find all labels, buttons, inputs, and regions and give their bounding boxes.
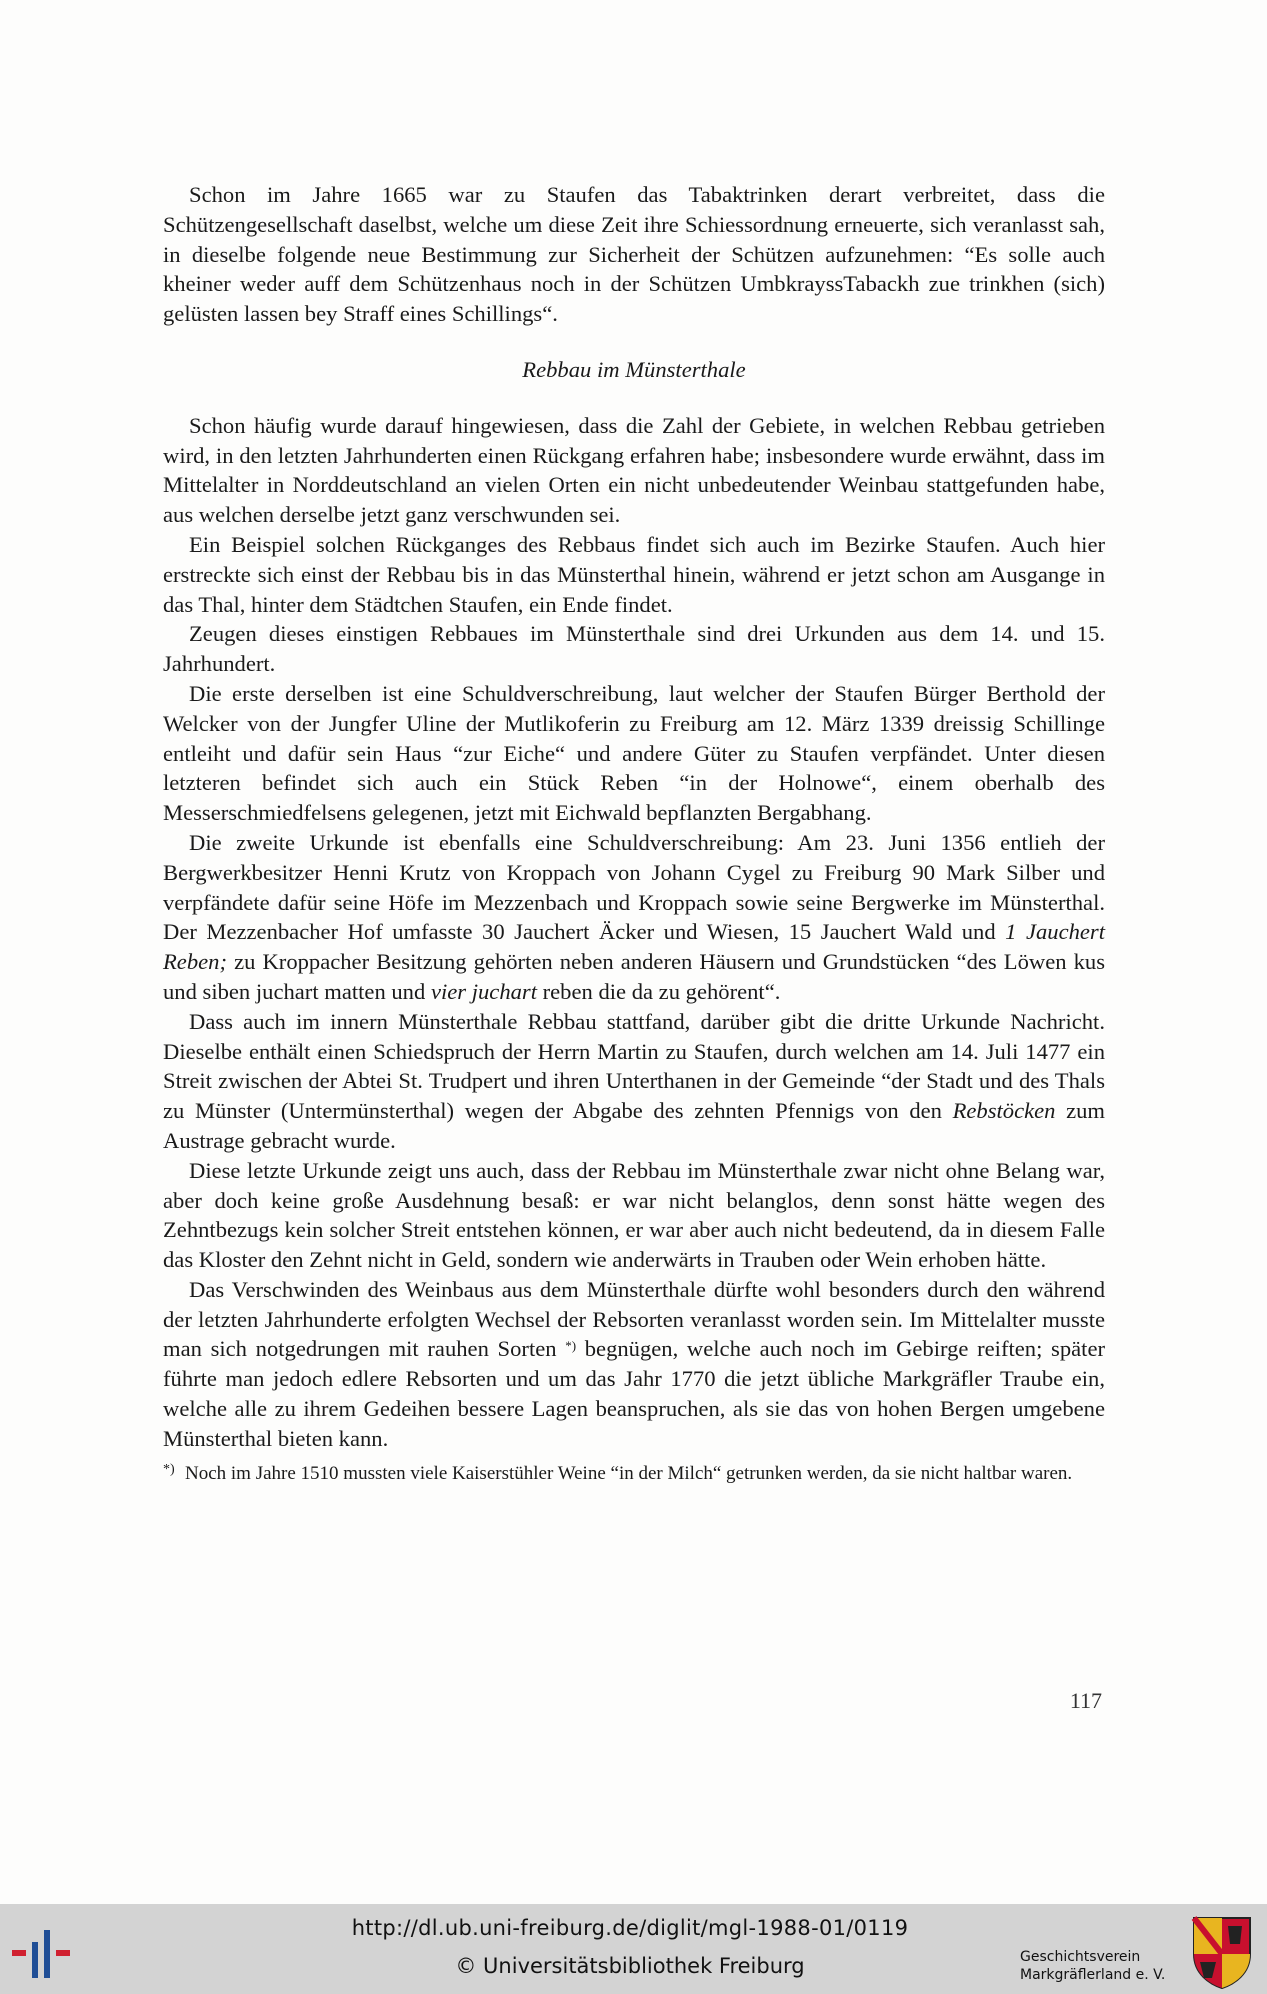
organization-name: [1020, 1948, 1190, 1984]
footnote-mark: *): [163, 1461, 175, 1477]
org-line: Markgräflerland e. V.: [1020, 1967, 1166, 1983]
footer-bar: [0, 1904, 1267, 1994]
paragraph: Schon im Jahre 1665 war zu Staufen das Tabaktrinken derart verbreitet, dass die Schützengesellschaft daselbst, welche um diese Zeit ihre Schiessordnung erneuerte, sich veranlasst sah, in dieselbe folgende neue Bestimmung zur Sicherheit der Schützen aufzunehmen: “Es solle auch kheiner weder auff dem Schützenhaus noch in der Schützen UmbkrayssTabackh zue trinkhen (sich) gelüsten lassen bey Straff eines Schillings“.: [163, 182, 1105, 327]
paragraph: Die erste derselben ist eine Schuldverschreibung, laut welcher der Staufen Bürger Berthold der Welcker von der Jungfer Uline der Mutlikoferin zu Freiburg am 12. März 1339 dreissig Schillinge entleiht und dafür sein Haus “zur Eiche“ und andere Güter zu Staufen verpfändet. Unter diesen letzteren befindet sich auch ein Stück Reben “in der Holnowe“, einem oberhalb des Messerschmiedfelsens gelegenen, jetzt mit Eichwald bepflanzten Bergabhang.: [163, 680, 1105, 826]
paragraph: [163, 828, 1105, 1007]
paragraph: [163, 1007, 1105, 1156]
paragraph: Zeugen dieses einstigen Rebbaues im Münsterthale sind drei Urkunden aus dem 14. und 15. Jahrhundert.: [163, 621, 1105, 677]
org-line: Geschichtsverein: [1020, 1949, 1141, 1965]
page-number: 117: [1069, 1688, 1102, 1713]
text-run: zum Austrage gebracht wurde.: [163, 1098, 1105, 1153]
body-text: [163, 180, 1105, 1486]
coat-of-arms-icon: [1190, 1914, 1254, 1990]
ub-freiburg-logo-icon: [10, 1922, 80, 1982]
italic-run: vier juchart: [430, 978, 537, 1004]
section-heading: Rebbau im Münsterthale: [522, 356, 746, 382]
paragraph: Ein Beispiel solchen Rückganges des Rebbaus findet sich auch im Bezirke Staufen. Auch hier erstreckte sich einst der Rebbau bis in das Münsterthal hinein, während er jetzt schon am Ausgange in das Thal, hinter dem Städtchen Staufen, ein Ende findet.: [163, 531, 1105, 617]
italic-run: Rebstöcken: [952, 1098, 1056, 1124]
source-url-link[interactable]: http://dl.ub.uni-freiburg.de/diglit/mgl-1988-01/0119: [351, 1916, 909, 1940]
paragraph: [163, 1275, 1105, 1454]
italic-run: 1 Jauchert Reben;: [163, 919, 1105, 975]
text-run: Dass auch im innern Münsterthale Rebbau stattfand, darüber gibt die dritte Urkunde Nachricht. Dieselbe enthält einen Schiedspruch der Herrn Martin zu Staufen, durch welchen am 14. Juli 1477 ein Streit zwischen der Abtei St. Trudpert und ihren Unterthanen in der Gemeinde “der Stadt und des Thals zu Münster (Untermünsterthal) wegen der Abgabe des zehnten Pfennigs von den: [163, 1008, 1105, 1124]
text-run: Die zweite Urkunde ist ebenfalls eine Schuldverschreibung: Am 23. Juni 1356 entlieh der Bergwerkbesitzer Henni Krutz von Kroppach von Johann Cygel zu Freiburg 90 Mark Silber und verpfändete dafür seine Höfe im Mezzenbach und Kroppach sowie seine Bergwerke im Münsterthal. Der Mezzenbacher Hof umfasste 30 Jauchert Äcker und Wiesen, 15 Jauchert Wald und: [163, 829, 1105, 945]
footnote: [163, 1462, 1105, 1486]
text-run: Das Verschwinden des Weinbaus aus dem Münsterthale dürfte wohl besonders durch den während der letzten Jahrhunderte erfolgten Wechsel der Rebsorten veranlasst worden sein. Im Mittelalter musste man sich notgedrungen mit rauhen Sorten: [163, 1276, 1105, 1362]
text-run: begnügen, welche auch noch im Gebirge reiften; später führte man jedoch edlere Rebsorten und um das Jahr 1770 die jetzt übliche Markgräfler Traube ein, welche alle zu ihrem Gedeihen bessere Lagen beanspruchen, als sie das von hohen Bergen umgebene Münsterthal bieten kann.: [163, 1336, 1105, 1451]
text-run: reben die da zu gehörent“.: [536, 978, 781, 1004]
paragraph: Diese letzte Urkunde zeigt uns auch, dass der Rebbau im Münsterthale zwar nicht ohne Belang war, aber doch keine große Ausdehnung besaß: er war nicht belanglos, denn sonst hätte wegen des Zehntbezugs kein solcher Streit entstehen können, er war aber auch nicht bedeutend, da in diesem Falle das Kloster den Zehnt nicht in Geld, sondern wie anderwärts in Trauben oder Wein erhoben hätte.: [163, 1157, 1105, 1273]
paragraph: Schon häufig wurde darauf hingewiesen, dass die Zahl der Gebiete, in welchen Rebbau getrieben wird, in den letzten Jahrhunderten einen Rückgang erfahren habe; insbesondere wurde erwähnt, dass im Mittelalter in Norddeutschland an vielen Orten ein nicht unbedeutender Weinbau stattgefunden habe, aus welchen derselbe jetzt ganz verschwunden sei.: [163, 412, 1105, 528]
text-run: zu Kroppacher Besitzung gehörten neben anderen Häusern und Grundstücken “des Löwen kus und siben juchart matten und: [163, 949, 1105, 1004]
footnote-text: Noch im Jahre 1510 mussten viele Kaiserstühler Weine “in der Milch“ getrunken werden, da sie nicht haltbar waren.: [185, 1462, 1073, 1484]
footnote-reference: *): [565, 1338, 577, 1354]
copyright-text: © Universitätsbibliothek Freiburg: [455, 1954, 805, 1978]
